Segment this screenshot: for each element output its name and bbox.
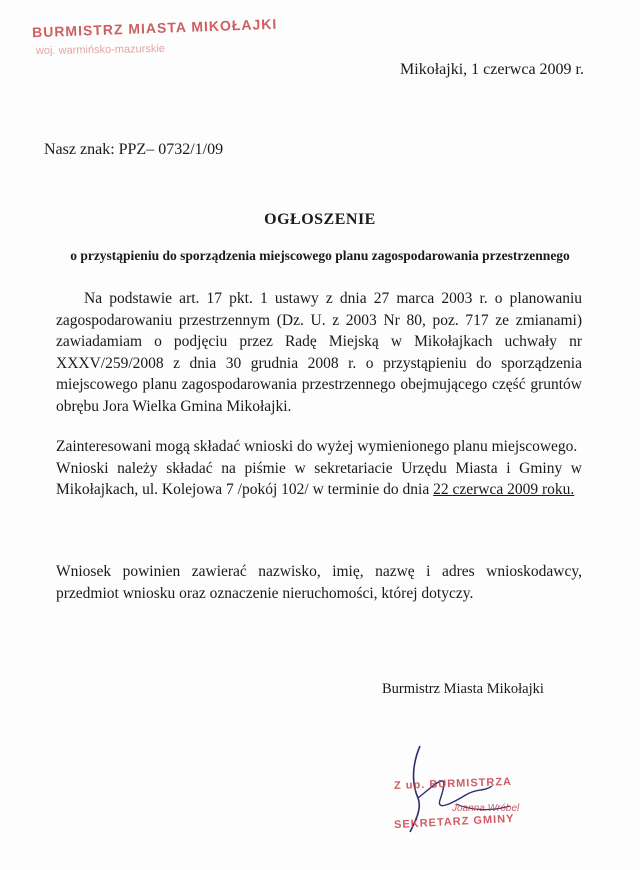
paragraph-interested: Zainteresowani mogą składać wnioski do wyżej wymienionego planu miejscowego. bbox=[56, 438, 578, 455]
document-subtitle: o przystąpieniu do sporządzenia miejscowego planu zagospodarowania przestrzennego bbox=[70, 248, 570, 263]
paragraph-where-when bbox=[56, 458, 582, 501]
mayor-stamp bbox=[18, 15, 278, 68]
paragraph-submissions bbox=[56, 436, 582, 501]
stamp-name: Joanna Wróbel bbox=[452, 803, 520, 814]
paragraph-legal-basis: Na podstawie art. 17 pkt. 1 ustawy z dnia 27 marca 2003 r. o planowaniu zagospodarowaniu przestrzennym (Dz. U. z 2003 Nr 80, poz. 717 ze zmianami) zawiadamiam o podjęciu przez Radę Miejską w Mikołajkach uchwały nr XXXV/259/2008 z dnia 30 grudnia 2008 r. o przystąpieniu do sporządzenia miejscowego planu zagospodarowania przestrzennego obejmującego część gruntów obrębu Jora Wielka Gmina Mikołajki. bbox=[56, 290, 582, 415]
signature-stamp bbox=[380, 740, 550, 840]
stamp-position: SEKRETARZ GMINY bbox=[393, 812, 515, 832]
submission-place: Wnioski należy składać na piśmie w sekretariacie Urzędu Miasta i Gminy w Mikołajkach, ul. Kolejowa 7 /pokój 102/ w terminie do dnia bbox=[56, 459, 582, 498]
document-title: OGŁOSZENIE bbox=[264, 211, 376, 228]
place-date: Mikołajki, 1 czerwca 2009 r. bbox=[400, 61, 584, 78]
submission-deadline: 22 czerwca 2009 roku. bbox=[433, 481, 575, 498]
reference-number: Nasz znak: PPZ– 0732/1/09 bbox=[44, 141, 224, 158]
signature-title: Burmistrz Miasta Mikołajki bbox=[382, 681, 544, 697]
stamp-on-behalf: Z up. BURMISTRZA bbox=[393, 775, 513, 793]
stamp-line-1: BURMISTRZ MIASTA MIKOŁAJKI bbox=[31, 15, 278, 41]
paragraph-content-requirements: Wniosek powinien zawierać nazwisko, imię, nazwę i adres wnioskodawcy, przedmiot wniosku oraz oznaczenie nieruchomości, której dotyczy. bbox=[56, 563, 582, 602]
stamp-line-2: woj. warmińsko-mazurskie bbox=[35, 42, 166, 58]
